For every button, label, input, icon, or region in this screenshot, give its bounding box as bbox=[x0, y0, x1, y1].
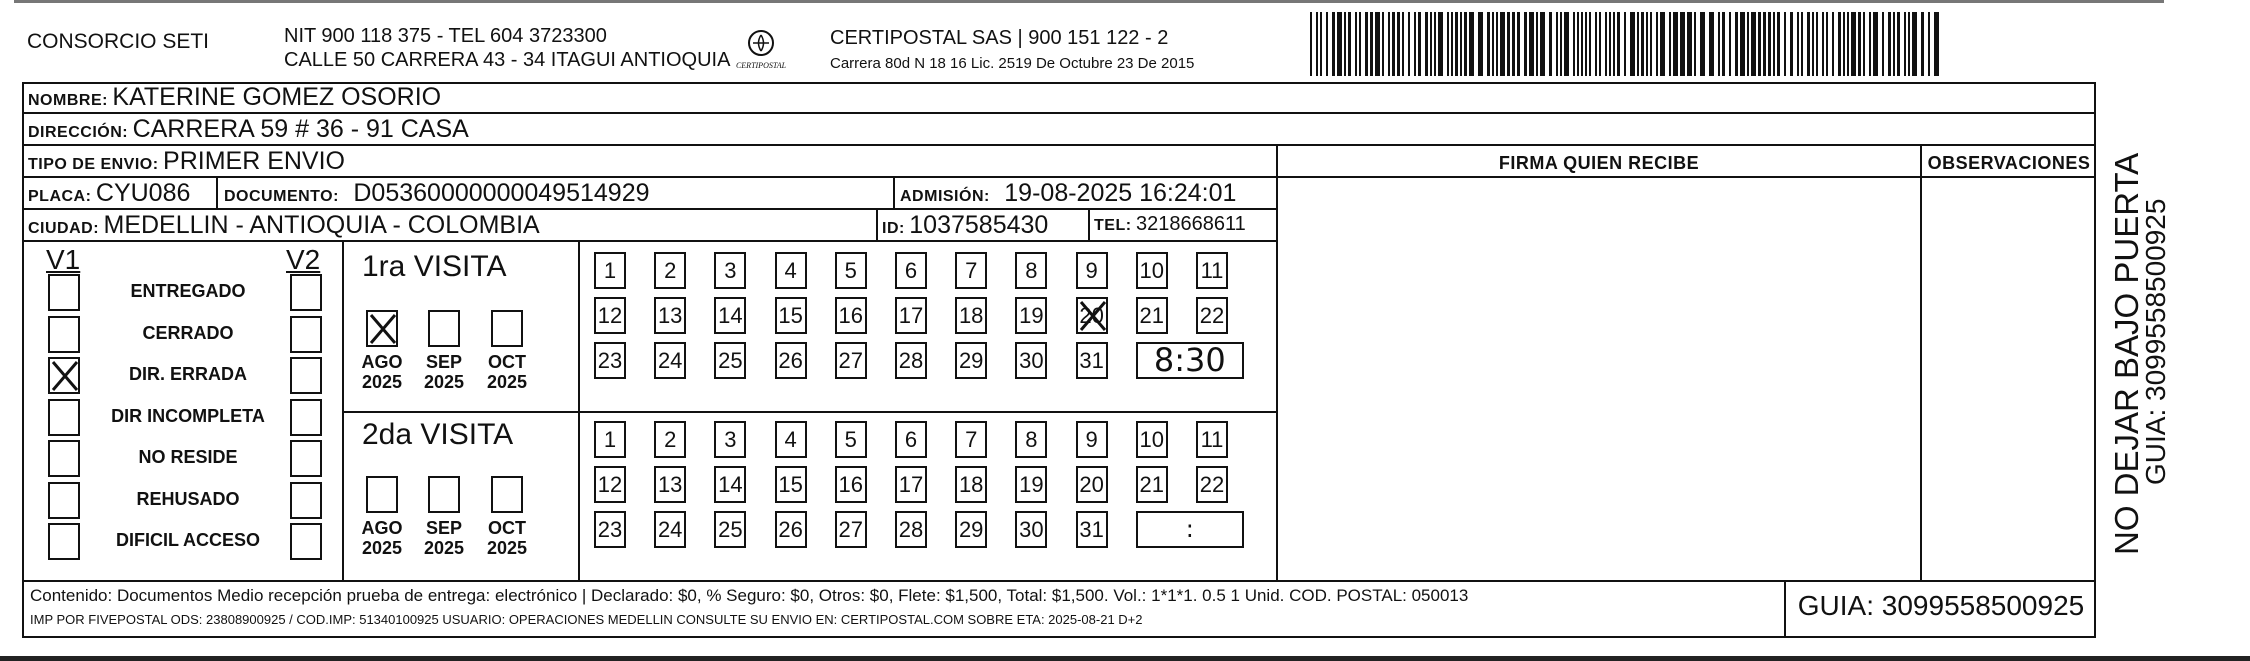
day-box[interactable] bbox=[654, 297, 686, 334]
bottom-edge-line bbox=[0, 656, 2250, 661]
day-number: 30 bbox=[1019, 348, 1044, 373]
day-box[interactable] bbox=[895, 466, 927, 503]
v1-checkbox[interactable] bbox=[48, 399, 80, 436]
day-box[interactable] bbox=[955, 511, 987, 548]
status-label: DIR. ERRADA bbox=[128, 364, 247, 384]
day-number: 9 bbox=[1085, 258, 1098, 283]
day-number: 24 bbox=[657, 517, 683, 542]
company-name: CONSORCIO SETI bbox=[27, 30, 210, 53]
tipo-row bbox=[28, 147, 345, 176]
status-label: REHUSADO bbox=[136, 488, 240, 509]
admision-field bbox=[900, 179, 1236, 208]
ciudad-label: CIUDAD: bbox=[28, 220, 100, 237]
day-number: 5 bbox=[844, 258, 857, 283]
day-number: 6 bbox=[904, 427, 918, 452]
day-mark-icon bbox=[1078, 299, 1108, 333]
day-number: 11 bbox=[1200, 427, 1224, 452]
day-box[interactable] bbox=[1136, 252, 1168, 289]
day-number: 4 bbox=[784, 427, 797, 452]
barcode-svg bbox=[1310, 12, 1944, 76]
day-box[interactable] bbox=[654, 466, 686, 503]
day-box[interactable] bbox=[1015, 297, 1047, 334]
day-number: 28 bbox=[898, 517, 924, 542]
day-box[interactable] bbox=[1136, 421, 1168, 458]
tel-value: 3218668611 bbox=[1136, 213, 1246, 235]
check-mark-icon bbox=[50, 359, 80, 393]
footer-line2: IMP POR FIVEPOSTAL ODS: 23808900925 / COD.IMP: 51340100925 USUARIO: OPERACIONES MEDELLIN CONSULTE SU ENVIO EN: CERTIPOSTAL.COM SOBRE ETA: 2025-08-21 D+2 bbox=[30, 612, 1143, 627]
day-number: 6 bbox=[904, 258, 918, 283]
year-label: 2025 bbox=[423, 372, 465, 392]
id-field bbox=[882, 211, 1048, 240]
year-label: 2025 bbox=[423, 538, 465, 558]
day-box[interactable] bbox=[895, 297, 927, 334]
day-number: 17 bbox=[898, 472, 924, 497]
day-number: 25 bbox=[718, 517, 743, 542]
col-divider-admision bbox=[893, 176, 895, 208]
year-label: 2025 bbox=[361, 372, 403, 392]
tel-field bbox=[1094, 213, 1246, 236]
documento-value: D05360000000049514929 bbox=[353, 179, 650, 207]
day-box[interactable] bbox=[1196, 421, 1228, 458]
month-checkbox[interactable] bbox=[366, 476, 398, 513]
certipostal-line1: CERTIPOSTAL SAS | 900 151 122 - 2 bbox=[830, 27, 1169, 49]
admision-label: ADMISIÓN: bbox=[900, 188, 990, 205]
day-number: 19 bbox=[1019, 472, 1044, 497]
month-label: OCT bbox=[488, 518, 526, 538]
day-number: 22 bbox=[1199, 472, 1225, 497]
day-box[interactable] bbox=[714, 252, 746, 289]
barcode bbox=[1310, 12, 1944, 76]
status-label: ENTREGADO bbox=[130, 281, 246, 301]
day-number: 23 bbox=[597, 517, 623, 542]
day-number: 14 bbox=[718, 472, 743, 497]
firma-label: FIRMA QUIEN RECIBE bbox=[1498, 153, 1700, 173]
day-box[interactable] bbox=[895, 421, 927, 458]
visit2-title: 2da VISITA bbox=[362, 418, 514, 451]
month-label: SEP bbox=[425, 518, 463, 538]
day-number: 16 bbox=[838, 472, 864, 497]
day-number: 8 bbox=[1025, 258, 1038, 283]
v1-checkbox[interactable] bbox=[48, 482, 80, 519]
day-number: 7 bbox=[965, 258, 978, 283]
v1-checkbox[interactable] bbox=[48, 274, 80, 311]
footer-line1: Contenido: Documentos Medio recepción prueba de entrega: electrónico | Declarado: $0, % Seguro: $0, Otros: $0, Flete: $1,500, Total: $1,500. Vol.: 1*1*1. 0.5 1 Unid. COD. POSTAL: 050013 bbox=[30, 586, 1469, 605]
day-box[interactable] bbox=[1196, 466, 1228, 503]
day-number: 29 bbox=[958, 517, 984, 542]
certipostal-logo bbox=[732, 28, 790, 76]
col-divider-tel bbox=[1088, 208, 1090, 240]
day-number: 2 bbox=[664, 427, 677, 452]
v2-checkbox[interactable] bbox=[290, 440, 322, 477]
day-box[interactable] bbox=[775, 421, 807, 458]
day-number: 15 bbox=[778, 303, 803, 328]
day-number: 2 bbox=[664, 258, 677, 283]
day-number: 1 bbox=[603, 258, 617, 283]
direccion-value: CARRERA 59 # 36 - 91 CASA bbox=[132, 115, 469, 143]
day-number: 20 bbox=[1079, 472, 1104, 497]
day-number: 11 bbox=[1200, 258, 1224, 283]
v2-checkbox[interactable] bbox=[290, 482, 322, 519]
nombre-value: KATERINE GOMEZ OSORIO bbox=[112, 83, 442, 111]
day-box[interactable] bbox=[1196, 252, 1228, 289]
day-number: 4 bbox=[784, 258, 797, 283]
day-box[interactable] bbox=[775, 466, 807, 503]
day-box[interactable] bbox=[714, 466, 746, 503]
day-box[interactable] bbox=[1196, 297, 1228, 334]
month-checkbox[interactable] bbox=[428, 476, 460, 513]
col-divider-id bbox=[876, 208, 878, 240]
day-number: 8 bbox=[1025, 427, 1038, 452]
day-number: 10 bbox=[1139, 427, 1165, 452]
day-number: 7 bbox=[965, 427, 978, 452]
month-label: AGO bbox=[361, 518, 403, 538]
ciudad-field bbox=[28, 211, 540, 240]
day-number: 22 bbox=[1199, 303, 1225, 328]
ciudad-value: MEDELLIN - ANTIOQUIA - COLOMBIA bbox=[103, 211, 540, 239]
v1-label: V1 bbox=[46, 244, 81, 275]
day-box[interactable] bbox=[955, 421, 987, 458]
day-box[interactable] bbox=[1015, 466, 1047, 503]
side-no-dejar: NO DEJAR BAJO PUERTA bbox=[2108, 152, 2145, 555]
placa-value: CYU086 bbox=[95, 179, 191, 207]
certipostal-logo-icon bbox=[746, 28, 776, 58]
day-number: 1 bbox=[603, 427, 617, 452]
day-number: 29 bbox=[958, 348, 984, 373]
day-box[interactable] bbox=[1076, 466, 1108, 503]
time-field[interactable]: : bbox=[1136, 511, 1244, 548]
day-box[interactable] bbox=[594, 252, 626, 289]
day-number: 14 bbox=[718, 303, 743, 328]
day-box[interactable] bbox=[955, 342, 987, 379]
status-label: DIFICIL ACCESO bbox=[115, 530, 260, 550]
address-line: CALLE 50 CARRERA 43 - 34 ITAGUI ANTIOQUIA bbox=[284, 49, 731, 71]
day-number: 12 bbox=[597, 472, 623, 497]
day-box[interactable] bbox=[835, 511, 867, 548]
month-checkbox[interactable] bbox=[428, 310, 460, 347]
day-box[interactable] bbox=[714, 342, 746, 379]
month-label: AGO bbox=[361, 352, 403, 372]
tipo-label: TIPO DE ENVIO: bbox=[28, 156, 159, 173]
certipostal-logo-text: CERTIPOSTAL bbox=[735, 61, 787, 70]
documento-field bbox=[224, 179, 650, 208]
v2-checkbox[interactable] bbox=[290, 523, 322, 560]
tel-label: TEL: bbox=[1094, 217, 1132, 234]
day-number: 25 bbox=[718, 348, 743, 373]
day-number: 28 bbox=[898, 348, 924, 373]
row-line-1 bbox=[22, 112, 2096, 114]
day-box[interactable] bbox=[1076, 297, 1108, 334]
day-number: 27 bbox=[838, 348, 864, 373]
day-box[interactable] bbox=[1076, 421, 1108, 458]
documento-label: DOCUMENTO: bbox=[224, 188, 339, 205]
day-box[interactable] bbox=[714, 511, 746, 548]
day-box[interactable] bbox=[714, 297, 746, 334]
day-box[interactable] bbox=[835, 466, 867, 503]
day-number: 19 bbox=[1019, 303, 1044, 328]
day-box[interactable] bbox=[594, 297, 626, 334]
day-box[interactable] bbox=[714, 421, 746, 458]
firma-area[interactable] bbox=[1278, 178, 1920, 580]
visit-divider bbox=[342, 411, 1278, 413]
year-label: 2025 bbox=[486, 538, 528, 558]
day-box[interactable] bbox=[1015, 511, 1047, 548]
day-number: 18 bbox=[958, 303, 984, 328]
day-box[interactable] bbox=[955, 466, 987, 503]
month-checkbox[interactable] bbox=[491, 310, 523, 347]
nombre-row bbox=[28, 83, 441, 112]
day-number: 26 bbox=[778, 348, 803, 373]
side-guia: GUIA: 3099558500925 bbox=[2140, 198, 2171, 485]
month-label: OCT bbox=[488, 352, 526, 372]
day-number: 21 bbox=[1139, 303, 1165, 328]
day-box[interactable] bbox=[594, 342, 626, 379]
v2-checkbox[interactable] bbox=[290, 274, 322, 311]
day-box[interactable] bbox=[955, 252, 987, 289]
day-number: 31 bbox=[1079, 348, 1104, 373]
day-box[interactable] bbox=[835, 252, 867, 289]
day-number: 31 bbox=[1079, 517, 1104, 542]
certipostal-line2: Carrera 80d N 18 16 Lic. 2519 De Octubre 23 De 2015 bbox=[830, 55, 1195, 72]
day-box[interactable] bbox=[1015, 421, 1047, 458]
id-value: 1037585430 bbox=[909, 211, 1049, 239]
placa-field bbox=[28, 179, 190, 208]
v2-checkbox[interactable] bbox=[290, 399, 322, 436]
day-number: 12 bbox=[597, 303, 623, 328]
visit1-title: 1ra VISITA bbox=[362, 250, 507, 283]
day-box[interactable] bbox=[1076, 252, 1108, 289]
v1-checkbox[interactable] bbox=[48, 440, 80, 477]
day-number: 3 bbox=[724, 427, 737, 452]
v1-checkbox[interactable] bbox=[48, 523, 80, 560]
day-number: 13 bbox=[657, 472, 683, 497]
day-box[interactable] bbox=[594, 511, 626, 548]
check-mark-icon bbox=[368, 312, 398, 346]
day-number: 5 bbox=[844, 427, 857, 452]
placa-label: PLACA: bbox=[28, 188, 92, 205]
day-number: 23 bbox=[597, 348, 623, 373]
v2-checkbox[interactable] bbox=[290, 357, 322, 394]
month-checkbox[interactable] bbox=[366, 310, 398, 347]
v1-checkbox[interactable] bbox=[48, 357, 80, 394]
day-box[interactable] bbox=[1015, 252, 1047, 289]
day-box[interactable] bbox=[594, 466, 626, 503]
day-box[interactable] bbox=[654, 421, 686, 458]
day-box[interactable] bbox=[1136, 466, 1168, 503]
month-label: SEP bbox=[425, 352, 463, 372]
day-box[interactable] bbox=[835, 342, 867, 379]
day-number: 10 bbox=[1139, 258, 1165, 283]
year-label: 2025 bbox=[486, 372, 528, 392]
day-number: 9 bbox=[1085, 427, 1098, 452]
month-checkbox[interactable] bbox=[491, 476, 523, 513]
day-box[interactable] bbox=[654, 342, 686, 379]
day-box[interactable] bbox=[1136, 297, 1168, 334]
day-number: 17 bbox=[898, 303, 924, 328]
day-number: 26 bbox=[778, 517, 803, 542]
row-line-2 bbox=[22, 144, 2096, 146]
day-number: 18 bbox=[958, 472, 984, 497]
v1-checkbox[interactable] bbox=[48, 316, 80, 353]
day-box[interactable] bbox=[654, 252, 686, 289]
status-label: CERRADO bbox=[142, 322, 234, 343]
tipo-value: PRIMER ENVIO bbox=[163, 147, 346, 175]
day-box[interactable] bbox=[1076, 511, 1108, 548]
day-number: 30 bbox=[1019, 517, 1044, 542]
admision-value: 19-08-2025 16:24:01 bbox=[1004, 179, 1237, 207]
direccion-label: DIRECCIÓN: bbox=[28, 124, 129, 141]
col-divider-placa bbox=[216, 176, 218, 208]
v2-label: V2 bbox=[286, 244, 321, 275]
col-divider-status bbox=[342, 240, 344, 580]
day-number: 16 bbox=[838, 303, 864, 328]
day-number: 13 bbox=[657, 303, 683, 328]
day-box[interactable] bbox=[775, 511, 807, 548]
day-box[interactable] bbox=[1015, 342, 1047, 379]
status-label: NO RESIDE bbox=[138, 447, 238, 467]
footer-guia: GUIA: 3099558500925 bbox=[1797, 590, 2085, 621]
nit-line: NIT 900 118 375 - TEL 604 3723300 bbox=[284, 25, 607, 47]
day-number: 27 bbox=[838, 517, 864, 542]
day-box[interactable] bbox=[835, 297, 867, 334]
day-box[interactable] bbox=[895, 511, 927, 548]
nombre-label: NOMBRE: bbox=[28, 92, 108, 109]
day-box[interactable] bbox=[835, 421, 867, 458]
col-divider-months bbox=[578, 240, 580, 580]
time-field[interactable]: 8:30 bbox=[1136, 342, 1244, 379]
day-number: 20 bbox=[1079, 303, 1104, 328]
year-label: 2025 bbox=[361, 538, 403, 558]
row-line-5 bbox=[22, 240, 1278, 242]
day-box[interactable] bbox=[775, 342, 807, 379]
day-box[interactable] bbox=[1076, 342, 1108, 379]
v2-checkbox[interactable] bbox=[290, 316, 322, 353]
day-box[interactable] bbox=[654, 511, 686, 548]
day-box[interactable] bbox=[775, 252, 807, 289]
day-box[interactable] bbox=[594, 421, 626, 458]
direccion-row bbox=[28, 115, 469, 144]
status-label: DIR INCOMPLETA bbox=[111, 405, 265, 426]
day-number: 3 bbox=[724, 258, 737, 283]
observaciones-area[interactable] bbox=[1922, 178, 2096, 580]
day-number: 24 bbox=[657, 348, 683, 373]
id-label: ID: bbox=[882, 220, 905, 237]
day-number: 15 bbox=[778, 472, 803, 497]
day-number: 21 bbox=[1139, 472, 1165, 497]
top-edge-line bbox=[14, 0, 2164, 3]
day-box[interactable] bbox=[895, 342, 927, 379]
observaciones-label: OBSERVACIONES bbox=[1927, 153, 2091, 173]
day-box[interactable] bbox=[775, 297, 807, 334]
day-box[interactable] bbox=[895, 252, 927, 289]
day-box[interactable] bbox=[955, 297, 987, 334]
